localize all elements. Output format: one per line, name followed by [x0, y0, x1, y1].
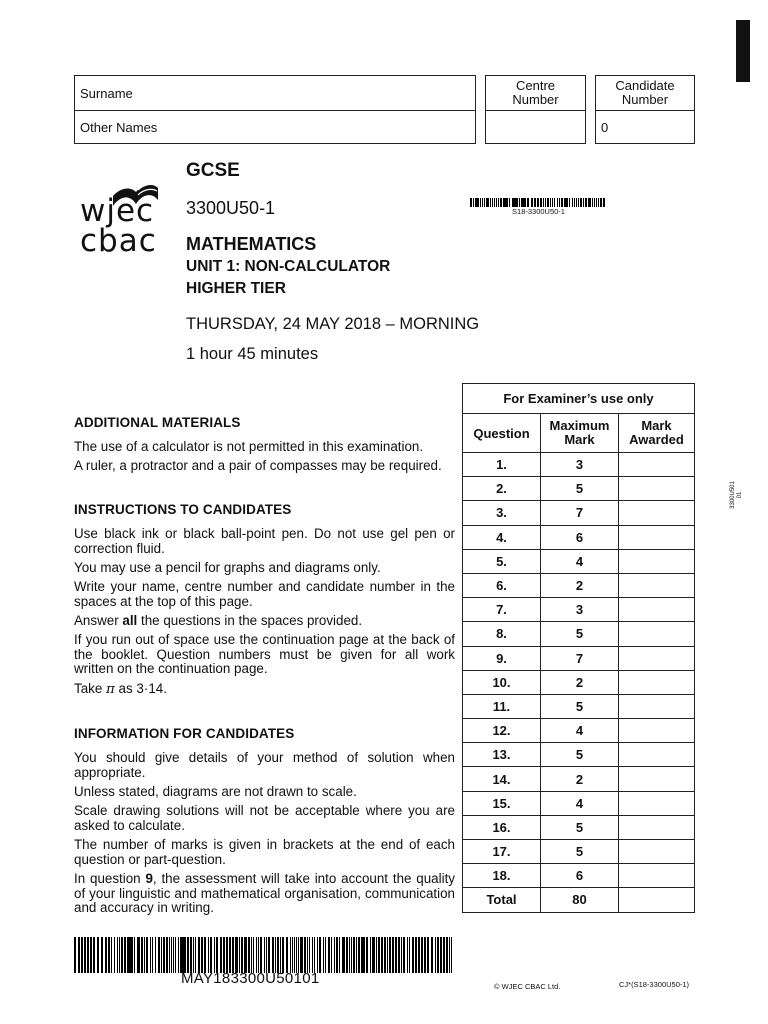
barcode-bar — [446, 937, 448, 973]
barcode-bar — [492, 198, 493, 207]
pi-symbol: π — [106, 682, 115, 697]
mark-awarded-cell[interactable] — [619, 743, 695, 767]
instructions-heading: INSTRUCTIONS TO CANDIDATES — [74, 502, 292, 517]
mark-awarded-cell[interactable] — [619, 719, 695, 743]
barcode-bar — [199, 937, 200, 973]
question-number: 17. — [463, 840, 541, 864]
question-number: 16. — [463, 815, 541, 839]
table-row — [463, 743, 695, 767]
barcode-bar — [470, 198, 472, 207]
table-row — [463, 694, 695, 718]
barcode-bar — [248, 937, 250, 973]
barcode-bar — [111, 937, 112, 973]
barcode-bar — [241, 937, 242, 973]
barcode-bar — [229, 937, 231, 973]
mark-awarded-cell[interactable] — [619, 453, 695, 477]
barcode-bar — [509, 198, 510, 207]
barcode-bar — [152, 937, 153, 973]
question-number: 3. — [463, 501, 541, 525]
barcode-bar — [437, 937, 439, 973]
additional-materials-line-1: The use of a calculator is not permitted in this examination. — [74, 439, 424, 454]
information-p4: The number of marks is given in brackets at the end of each question or part-question. — [74, 837, 455, 867]
barcode-bar — [358, 937, 360, 973]
barcode-bar — [569, 198, 570, 207]
mark-awarded-cell[interactable] — [619, 694, 695, 718]
barcode-bar — [150, 937, 151, 973]
max-mark: 7 — [541, 646, 619, 670]
barcode-bar — [216, 937, 218, 973]
barcode-bar — [121, 937, 123, 973]
question-number: 15. — [463, 791, 541, 815]
barcode-bar — [409, 937, 410, 973]
max-mark: 2 — [541, 573, 619, 597]
barcode-bar — [378, 937, 380, 973]
barcode-bar — [117, 937, 118, 973]
barcode-bar — [204, 937, 206, 973]
question-number: 2. — [463, 477, 541, 501]
barcode-bar — [421, 937, 423, 973]
examiner-table-title: For Examiner’s use only — [463, 384, 695, 414]
barcode-bar — [93, 937, 95, 973]
barcode-bar — [253, 937, 254, 973]
table-row — [463, 525, 695, 549]
question-number: 7. — [463, 598, 541, 622]
footer-barcode-text: MAY183300U50101 — [181, 970, 320, 987]
small-barcode — [470, 198, 607, 207]
barcode-bar — [266, 937, 267, 973]
barcode-bar — [286, 937, 288, 973]
barcode-bar — [81, 937, 82, 973]
col-question-header: Question — [463, 414, 541, 453]
barcode-bar — [292, 937, 293, 973]
barcode-bar — [559, 198, 560, 207]
additional-materials-heading: ADDITIONAL MATERIALS — [74, 415, 241, 430]
barcode-bar — [102, 937, 103, 973]
registration-mark — [736, 20, 750, 82]
barcode-bar — [195, 937, 196, 973]
barcode-bar — [268, 937, 270, 973]
question-number: 18. — [463, 864, 541, 888]
side-code-line2: 01 — [737, 491, 743, 499]
side-code-line1: 3300U501 — [730, 481, 736, 509]
barcode-bar — [325, 937, 326, 973]
max-mark: 6 — [541, 525, 619, 549]
max-mark: 5 — [541, 743, 619, 767]
barcode-bar — [74, 937, 76, 973]
barcode-bar — [301, 937, 302, 973]
wjec-cbac-logo — [80, 182, 160, 262]
barcode-bar — [138, 937, 139, 973]
question-number: 8. — [463, 622, 541, 646]
footer-barcode — [74, 937, 455, 973]
barcode-bar — [362, 937, 364, 973]
mark-awarded-cell[interactable] — [619, 549, 695, 573]
col-max-header-2: Mark — [564, 432, 595, 447]
col-awarded-header-2: Awarded — [629, 432, 684, 447]
barcode-bar — [389, 937, 391, 973]
barcode-bar — [214, 937, 215, 973]
logo-text-wjec: wjec — [80, 193, 155, 229]
barcode-bar — [336, 937, 338, 973]
max-mark: 5 — [541, 840, 619, 864]
surname-label: Surname — [80, 86, 133, 101]
examiner-table — [462, 383, 695, 913]
barcode-bar — [282, 937, 284, 973]
barcode-bar — [220, 937, 222, 973]
mark-awarded-cell[interactable] — [619, 646, 695, 670]
barcode-bar — [451, 937, 452, 973]
information-p3: Scale drawing solutions will not be acceptable where you are asked to calculate. — [74, 803, 455, 833]
table-row — [463, 622, 695, 646]
barcode-bar — [419, 937, 420, 973]
instructions-p6-post: as 3·14. — [114, 681, 167, 696]
barcode-bar — [398, 937, 399, 973]
barcode-bar — [223, 937, 225, 973]
candidate-number-header — [595, 75, 695, 111]
barcode-bar — [319, 937, 321, 973]
mark-awarded-cell[interactable] — [619, 598, 695, 622]
subject-title: MATHEMATICS — [186, 234, 317, 254]
question-number: 12. — [463, 719, 541, 743]
logo-text-cbac: cbac — [80, 223, 157, 259]
barcode-bar — [323, 937, 324, 973]
barcode-bar — [187, 937, 188, 973]
barcode-bar — [158, 937, 160, 973]
barcode-bar — [128, 937, 130, 973]
additional-materials-line-2: A ruler, a protractor and a pair of compasses may be required. — [74, 458, 442, 473]
col-max-header — [541, 414, 619, 453]
barcode-bar — [527, 198, 529, 207]
mark-awarded-cell[interactable] — [619, 573, 695, 597]
max-mark: 3 — [541, 453, 619, 477]
information-p5-pre: In question — [74, 871, 146, 886]
barcode-bar — [500, 198, 502, 207]
col-max-header-1: Maximum — [549, 418, 610, 433]
barcode-bar — [343, 937, 344, 973]
barcode-bar — [407, 937, 408, 973]
barcode-bar — [146, 937, 148, 973]
max-mark: 7 — [541, 501, 619, 525]
max-mark: 5 — [541, 477, 619, 501]
exam-duration: 1 hour 45 minutes — [186, 345, 319, 363]
candidate-number-field[interactable] — [595, 110, 695, 144]
barcode-bar — [370, 937, 371, 973]
barcode-bar — [78, 937, 80, 973]
information-heading: INFORMATION FOR CANDIDATES — [74, 726, 295, 741]
barcode-bar — [141, 937, 143, 973]
barcode-bar — [232, 937, 234, 973]
question-number: 9. — [463, 646, 541, 670]
exam-code: 3300U50-1 — [186, 198, 276, 218]
exam-date: THURSDAY, 24 MAY 2018 – MORNING — [186, 315, 480, 333]
mark-awarded-cell[interactable] — [619, 767, 695, 791]
mark-awarded-cell[interactable] — [619, 670, 695, 694]
question-number: 6. — [463, 573, 541, 597]
max-mark: 5 — [541, 815, 619, 839]
table-row — [463, 477, 695, 501]
instructions-p4-pre: Answer — [74, 613, 123, 628]
table-row — [463, 549, 695, 573]
information-p5-bold: 9 — [145, 871, 153, 886]
barcode-bar — [90, 937, 92, 973]
instructions-p4-post: the questions in the spaces provided. — [137, 613, 363, 628]
table-row — [463, 864, 695, 888]
barcode-bar — [600, 198, 602, 207]
tier-title: HIGHER TIER — [186, 280, 286, 297]
centre-number-header — [485, 75, 586, 111]
surname-field[interactable] — [74, 75, 476, 111]
table-row — [463, 767, 695, 791]
barcode-bar — [328, 937, 330, 973]
barcode-bar — [175, 937, 176, 973]
barcode-bar — [396, 937, 397, 973]
max-mark: 4 — [541, 719, 619, 743]
question-number: 5. — [463, 549, 541, 573]
candidate-number-value: 0 — [601, 120, 609, 135]
max-mark: 5 — [541, 622, 619, 646]
barcode-bar — [543, 198, 544, 207]
barcode-bar — [424, 937, 425, 973]
barcode-bar — [134, 937, 135, 973]
question-number: 13. — [463, 743, 541, 767]
centre-number-field[interactable] — [485, 110, 586, 144]
total-awarded-cell[interactable] — [619, 888, 695, 912]
barcode-bar — [353, 937, 355, 973]
instructions-p5: If you run out of space use the continuation page at the back of the booklet. Question numbers must be given for all work written on the continuation page. — [74, 632, 455, 676]
information-p1: You should give details of your method of solution when appropriate. — [74, 750, 455, 780]
barcode-bar — [603, 198, 604, 207]
barcode-bar — [545, 198, 546, 207]
other-names-field[interactable] — [74, 110, 476, 144]
small-barcode-text: S18-3300U50-1 — [512, 207, 565, 216]
barcode-bar — [373, 937, 374, 973]
max-mark: 2 — [541, 670, 619, 694]
barcode-bar — [260, 937, 262, 973]
barcode-bar — [277, 937, 278, 973]
barcode-bar — [552, 198, 553, 207]
barcode-bar — [331, 937, 332, 973]
table-row — [463, 646, 695, 670]
barcode-bar — [566, 198, 567, 207]
barcode-bar — [124, 937, 125, 973]
barcode-bar — [382, 937, 383, 973]
barcode-bar — [131, 937, 132, 973]
barcode-bar — [525, 198, 526, 207]
instructions-p6-pre: Take — [74, 681, 107, 696]
instructions-p4 — [74, 614, 455, 629]
barcode-bar — [264, 937, 265, 973]
barcode-bar — [574, 198, 575, 207]
barcode-bar — [304, 937, 306, 973]
unit-title: UNIT 1: NON-CALCULATOR — [186, 258, 391, 275]
table-row — [463, 791, 695, 815]
barcode-bar — [87, 937, 89, 973]
barcode-bar — [482, 198, 483, 207]
max-mark: 5 — [541, 694, 619, 718]
col-awarded-header-1: Mark — [641, 418, 672, 433]
mark-awarded-cell[interactable] — [619, 864, 695, 888]
barcode-bar — [441, 937, 442, 973]
barcode-bar — [171, 937, 172, 973]
barcode-bar — [108, 937, 110, 973]
barcode-bar — [403, 937, 405, 973]
total-row — [463, 888, 695, 912]
barcode-bar — [258, 937, 259, 973]
table-row — [463, 719, 695, 743]
barcode-bar — [317, 937, 318, 973]
barcode-bar — [290, 937, 291, 973]
information-p5 — [74, 872, 455, 916]
barcode-bar — [578, 198, 579, 207]
barcode-bar — [356, 937, 357, 973]
centre-number-label-2: Number — [512, 92, 559, 107]
barcode-bar — [431, 937, 433, 973]
barcode-bar — [534, 198, 536, 207]
paper-reference: CJ*(S18-3300U50-1) — [619, 980, 690, 989]
barcode-bar — [366, 937, 368, 973]
barcode-bar — [163, 937, 164, 973]
table-row — [463, 573, 695, 597]
side-code — [730, 475, 760, 515]
barcode-bar — [114, 937, 115, 973]
barcode-bar — [494, 198, 495, 207]
barcode-bar — [334, 937, 335, 973]
barcode-bar — [516, 198, 517, 207]
centre-number-label-1: Centre — [515, 78, 556, 93]
qualification-title: GCSE — [186, 160, 240, 181]
question-number: 10. — [463, 670, 541, 694]
max-mark: 4 — [541, 549, 619, 573]
mark-awarded-cell[interactable] — [619, 840, 695, 864]
table-row — [463, 815, 695, 839]
barcode-bar — [592, 198, 593, 207]
barcode-bar — [201, 937, 202, 973]
barcode-bar — [155, 937, 156, 973]
question-number: 4. — [463, 525, 541, 549]
barcode-bar — [184, 937, 185, 973]
instructions-p2: You may use a pencil for graphs and diagrams only. — [74, 560, 381, 575]
col-awarded-header — [619, 414, 695, 453]
barcode-bar — [190, 937, 192, 973]
barcode-bar — [210, 937, 212, 973]
mark-awarded-cell[interactable] — [619, 622, 695, 646]
barcode-bar — [427, 937, 429, 973]
barcode-bar — [531, 198, 533, 207]
total-max-mark: 80 — [541, 888, 619, 912]
table-row — [463, 840, 695, 864]
question-number: 1. — [463, 453, 541, 477]
mark-awarded-cell[interactable] — [619, 791, 695, 815]
barcode-bar — [97, 937, 99, 973]
barcode-bar — [392, 937, 394, 973]
question-number: 14. — [463, 767, 541, 791]
barcode-bar — [488, 198, 489, 207]
candidate-number-label-1: Candidate — [615, 78, 675, 93]
mark-awarded-cell[interactable] — [619, 501, 695, 525]
barcode-bar — [181, 937, 183, 973]
barcode-bar — [314, 937, 315, 973]
max-mark: 3 — [541, 598, 619, 622]
barcode-bar — [572, 198, 573, 207]
barcode-bar — [346, 937, 348, 973]
table-row — [463, 598, 695, 622]
copyright-text: © WJEC CBAC Ltd. — [494, 982, 561, 991]
table-row — [463, 453, 695, 477]
max-mark: 6 — [541, 864, 619, 888]
barcode-bar — [554, 198, 555, 207]
barcode-bar — [307, 937, 308, 973]
information-p2: Unless stated, diagrams are not drawn to scale. — [74, 784, 357, 799]
total-label: Total — [463, 888, 541, 912]
instructions-p1: Use black ink or black ball-point pen. Do not use gel pen or correction fluid. — [74, 526, 455, 556]
barcode-bar — [576, 198, 577, 207]
mark-awarded-cell[interactable] — [619, 815, 695, 839]
table-row — [463, 670, 695, 694]
barcode-bar — [415, 937, 417, 973]
barcode-bar — [387, 937, 388, 973]
barcode-bar — [537, 198, 538, 207]
instructions-p3: Write your name, centre number and candidate number in the spaces at the top of this page. — [74, 579, 455, 609]
max-mark: 2 — [541, 767, 619, 791]
barcode-bar — [309, 937, 310, 973]
barcode-bar — [339, 937, 340, 973]
instructions-p6 — [74, 682, 455, 698]
barcode-bar — [298, 937, 299, 973]
mark-awarded-cell[interactable] — [619, 525, 695, 549]
table-row — [463, 501, 695, 525]
candidate-number-label-2: Number — [621, 92, 669, 107]
question-number: 11. — [463, 694, 541, 718]
barcode-bar — [477, 198, 478, 207]
max-mark: 4 — [541, 791, 619, 815]
other-names-label: Other Names — [80, 120, 158, 135]
instructions-p4-bold: all — [122, 613, 138, 628]
barcode-bar — [294, 937, 295, 973]
information-p5-post: , the assessment will take into account the quality of your linguistic and mathematical organisation, communication and accuracy in writing. — [74, 871, 455, 915]
mark-awarded-cell[interactable] — [619, 477, 695, 501]
